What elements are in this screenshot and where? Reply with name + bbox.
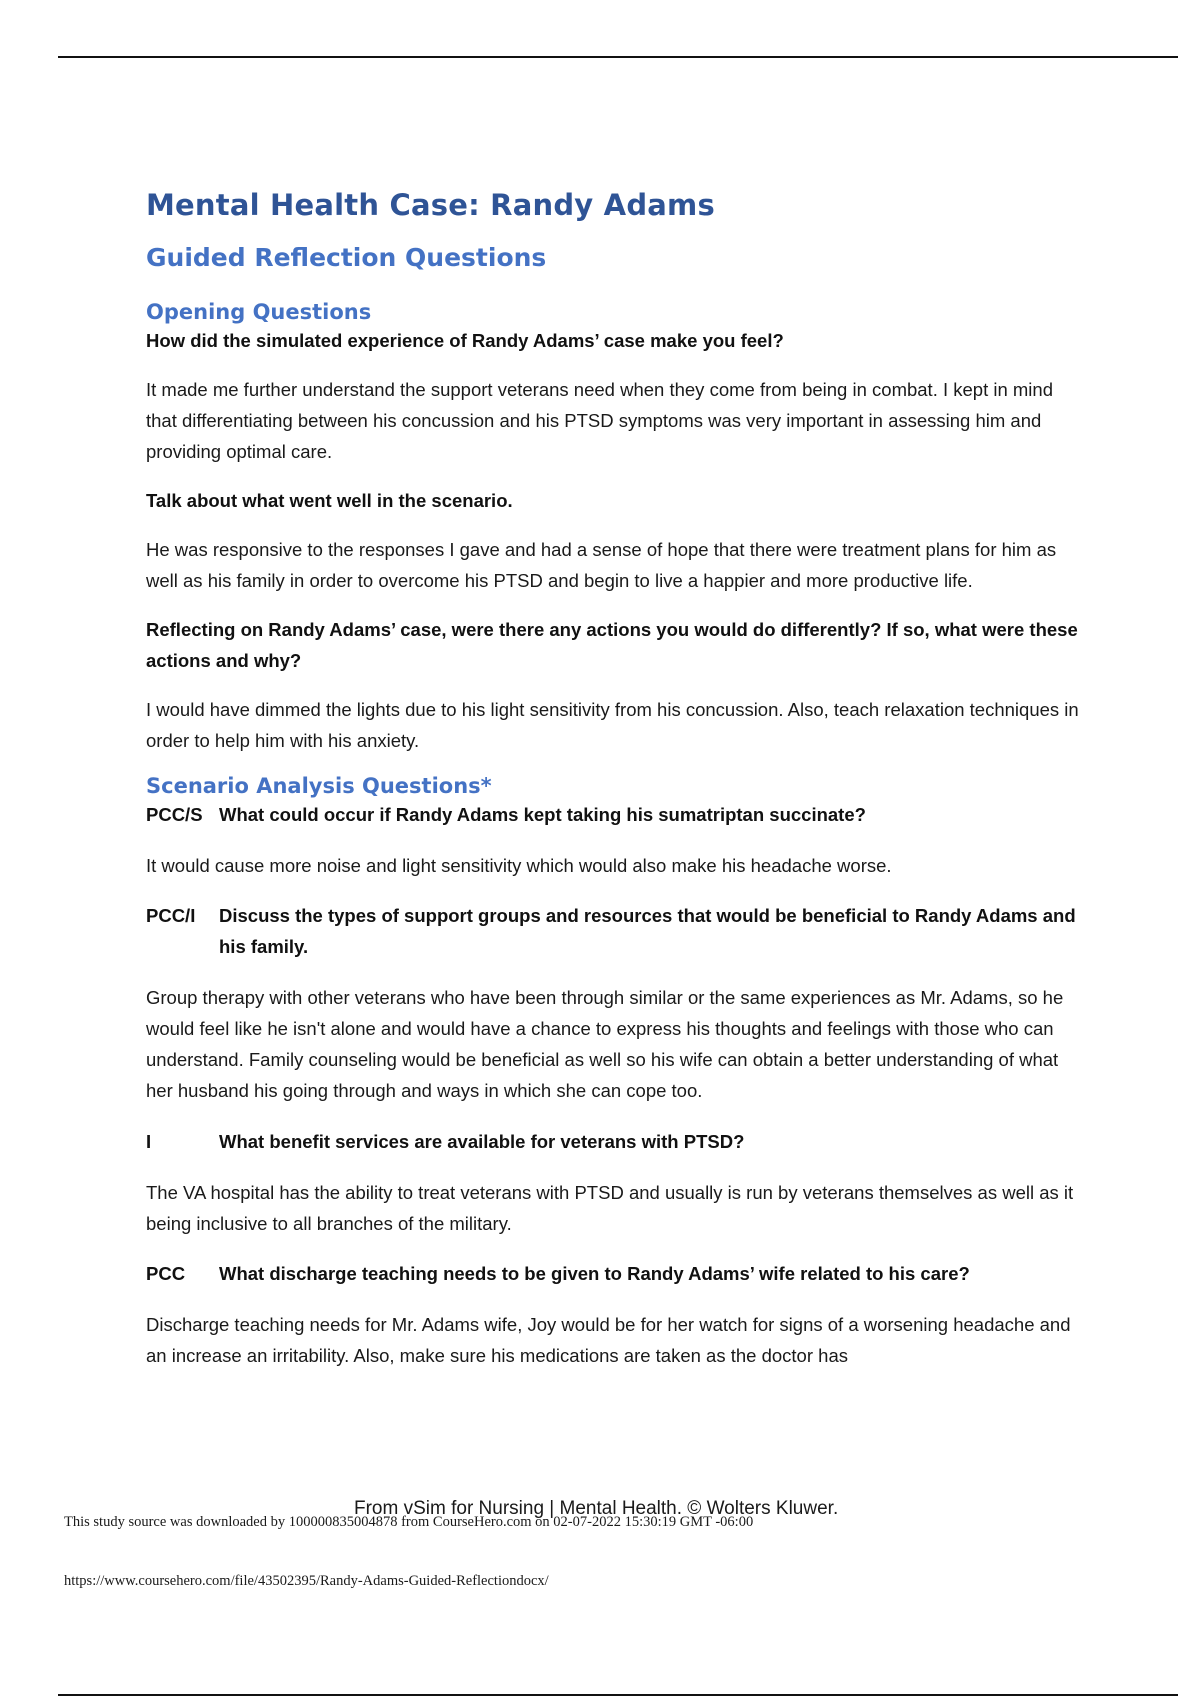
scenario-answer-4: Discharge teaching needs for Mr. Adams wife, Joy would be for her watch for signs of a worsening headache and an increase an irritability. Also, make sure his medications are taken as the doctor has (146, 1314, 1071, 1366)
scenario-question-text: Discuss the types of support groups and resources that would be beneficial to Randy Adams and his family. (219, 905, 1076, 957)
scenario-answer-2: Group therapy with other veterans who have been through similar or the same experiences as Mr. Adams, so he would feel like he isn't alone and would have a chance to express his thoughts and feelings with those who can understand. Family counseling would be beneficial as well so his wife can obtain a better understanding of what her husband his going through and ways in which she can cope too. (146, 987, 1064, 1101)
download-watermark: This study source was downloaded by 100000835004878 from CourseHero.com on 02-07-2022 15:30:19 GMT -06:00 (64, 1514, 754, 1530)
document-body (146, 188, 1086, 1371)
scenario-question-code: PCC/I (146, 905, 196, 926)
bottom-page-rule (58, 1694, 1178, 1696)
scenario-question-1 (146, 799, 1086, 830)
opening-questions-heading: Opening Questions (146, 300, 372, 324)
scenario-question-text: What could occur if Randy Adams kept taking his sumatriptan succinate? (219, 804, 866, 825)
scenario-question-2 (146, 900, 1086, 962)
source-url: https://www.coursehero.com/file/43502395/Randy-Adams-Guided-Reflectiondocx/ (64, 1573, 549, 1589)
scenario-question-code: PCC/S (146, 804, 203, 825)
document-subtitle: Guided Reflection Questions (146, 243, 547, 272)
opening-answer-2: He was responsive to the responses I gave and had a sense of hope that there were treatment plans for him as well as his family in order to overcome his PTSD and begin to live a happier and more productive life. (146, 539, 1057, 591)
scenario-question-text: What benefit services are available for veterans with PTSD? (219, 1131, 745, 1152)
scenario-question-text: What discharge teaching needs to be given to Randy Adams’ wife related to his care? (219, 1263, 970, 1284)
scenario-answer-1: It would cause more noise and light sensitivity which would also make his headache worse. (146, 855, 892, 876)
footer-credit: From vSim for Nursing | Mental Health. © Wolters Kluwer. (354, 1498, 839, 1519)
scenario-question-code: PCC (146, 1263, 186, 1284)
top-page-rule (58, 56, 1178, 58)
scenario-question-4 (146, 1258, 1086, 1289)
document-title: Mental Health Case: Randy Adams (146, 188, 715, 222)
opening-question-2: Talk about what went well in the scenario. (146, 490, 513, 511)
scenario-answer-3: The VA hospital has the ability to treat veterans with PTSD and usually is run by veterans themselves as well as it being inclusive to all branches of the military. (146, 1182, 1074, 1234)
opening-answer-3: I would have dimmed the lights due to his light sensitivity from his concussion. Also, teach relaxation techniques in order to help him with his anxiety. (146, 699, 1079, 751)
scenario-question-3 (146, 1126, 1086, 1157)
scenario-analysis-heading: Scenario Analysis Questions* (146, 774, 492, 798)
opening-answer-1: It made me further understand the support veterans need when they come from being in combat. I kept in mind that differentiating between his concussion and his PTSD symptoms was very important in assessing him and providing optimal care. (146, 379, 1053, 462)
scenario-question-code: I (146, 1131, 152, 1152)
opening-question-1: How did the simulated experience of Randy Adams’ case make you feel? (146, 330, 784, 351)
opening-question-3: Reflecting on Randy Adams’ case, were there any actions you would do differently? If so, what were these actions and why? (146, 619, 1078, 671)
